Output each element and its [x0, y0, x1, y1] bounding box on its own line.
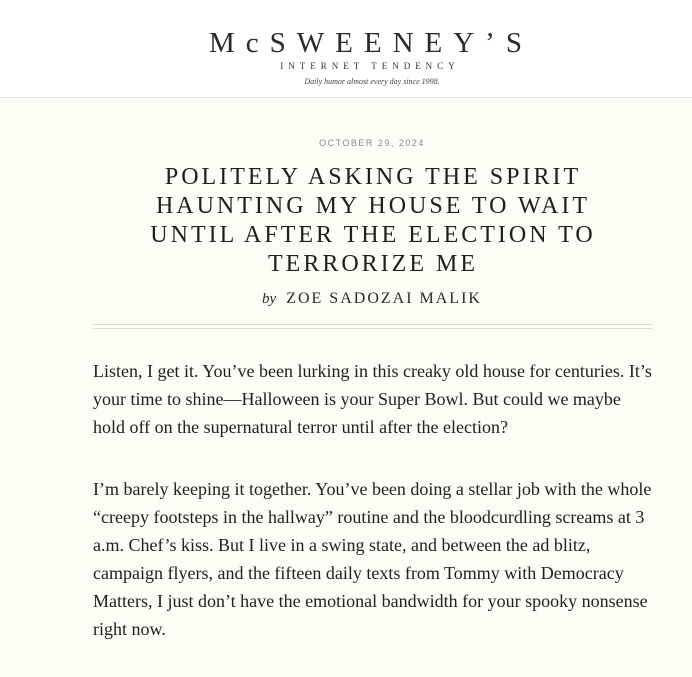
site-subtitle: INTERNET TENDENCY	[280, 61, 460, 71]
byline-by: by	[262, 291, 277, 307]
author-link[interactable]: ZOE SADOZAI MALIK	[286, 290, 482, 307]
article-title: POLITELY ASKING THE SPIRIT HAUNTING MY HOUSE TO WAIT UNTIL AFTER THE ELECTION TO TERRORIZE ME	[150, 164, 596, 277]
article-date: OCTOBER 29, 2024	[319, 138, 425, 148]
byline	[0, 290, 692, 308]
article-paragraph: Listen, I get it. You’ve been lurking in this creaky old house for centuries. It’s your time to shine—Halloween is your Super Bowl. But could we maybe hold off on the supernatural terror until after the election?	[93, 361, 652, 437]
site-tagline: Daily humor almost every day since 1998.	[304, 77, 440, 86]
site-logo[interactable]: McSWEENEY’S	[209, 27, 533, 59]
title-divider	[93, 324, 652, 329]
masthead	[0, 0, 692, 98]
article-paragraph: I’m barely keeping it together. You’ve been doing a stellar job with the whole “creepy footsteps in the hallway” routine and the bloodcurdling screams at 3 a.m. Chef’s kiss. But I live in a swing state, and between the ad blitz, campaign flyers, and the fifteen daily texts from Tommy with Democracy Matters, I just don’t have the emotional bandwidth for your spooky nonsense right now.	[93, 479, 652, 639]
article-body	[93, 357, 655, 677]
